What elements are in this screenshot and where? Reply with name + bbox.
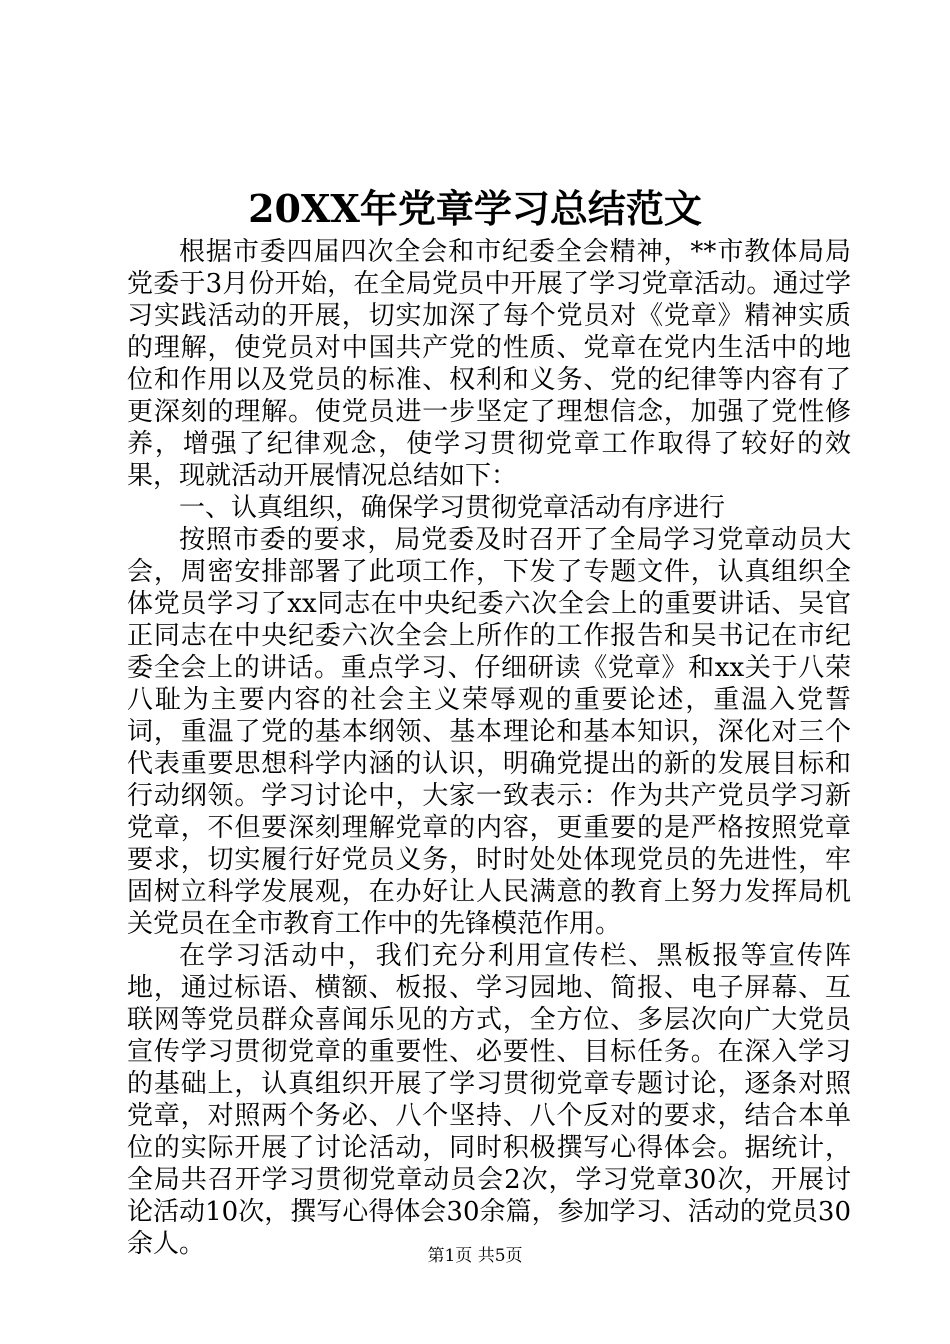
paragraph-activities: 在学习活动中，我们充分利用宣传栏、黑板报等宣传阵地，通过标语、横额、板报、学习园地、简报、电子屏幕、互联网等党员群众喜闻乐见的方式，全方位、多层次向广大党员宣传学习贯彻党章的重要性、必要性、目标任务。在深入学习的基础上，认真组织开展了学习贯彻党章专题讨论，逐条对照党章，对照两个务必、八个坚持、八个反对的要求，结合本单位的实际开展了讨论活动，同时积极撰写心得体会。据统计，全局共召开学习贯彻党章动员会2次，学习党章30次，开展讨论活动10次，撰写心得体会30余篇，参加学习、活动的党员30余人。: [127, 941, 851, 1259]
section-heading-1: 一、认真组织，确保学习贯彻党章活动有序进行: [179, 493, 726, 523]
paragraph-organization: 按照市委的要求，局党委及时召开了全局学习党章动员大会，周密安排部署了此项工作，下发了专题文件，认真组织全体党员学习了xx同志在中央纪委六次全会上的重要讲话、吴官正同志在中央纪委六次全会上所作的工作报告和吴书记在市纪委全会上的讲话。重点学习、仔细研读《党章》和xx关于八荣八耻为主要内容的社会主义荣辱观的重要论述，重温入党誓词，重温了党的基本纲领、基本理论和基本知识，深化对三个代表重要思想科学内涵的认识，明确党提出的新的发展目标和行动纲领。学习讨论中，大家一致表示：作为共产党员学习新党章，不但要深刻理解党章的内容，更重要的是严格按照党章要求，切实履行好党员义务，时时处处体现党员的先进性，牢固树立科学发展观，在办好让人民满意的教育上努力发挥局机关党员在全市教育工作中的先锋模范作用。: [127, 525, 851, 939]
document-title: 20XX年党章学习总结范文: [248, 186, 702, 231]
paragraph-intro: 根据市委四届四次全会和市纪委全会精神，**市教体局局党委于3月份开始，在全局党员中开展了学习党章活动。通过学习实践活动的开展，切实加深了每个党员对《党章》精神实质的理解，使党员对中国共产党的性质、党章在党内生活中的地位和作用以及党员的标准、权利和义务、党的纪律等内容有了更深刻的理解。使党员进一步坚定了理想信念，加强了党性修养，增强了纪律观念，使学习贯彻党章工作取得了较好的效果，现就活动开展情况总结如下：: [127, 237, 851, 491]
document-body: [127, 236, 851, 1260]
page-number-footer: 第1页 共5页: [427, 1246, 523, 1266]
